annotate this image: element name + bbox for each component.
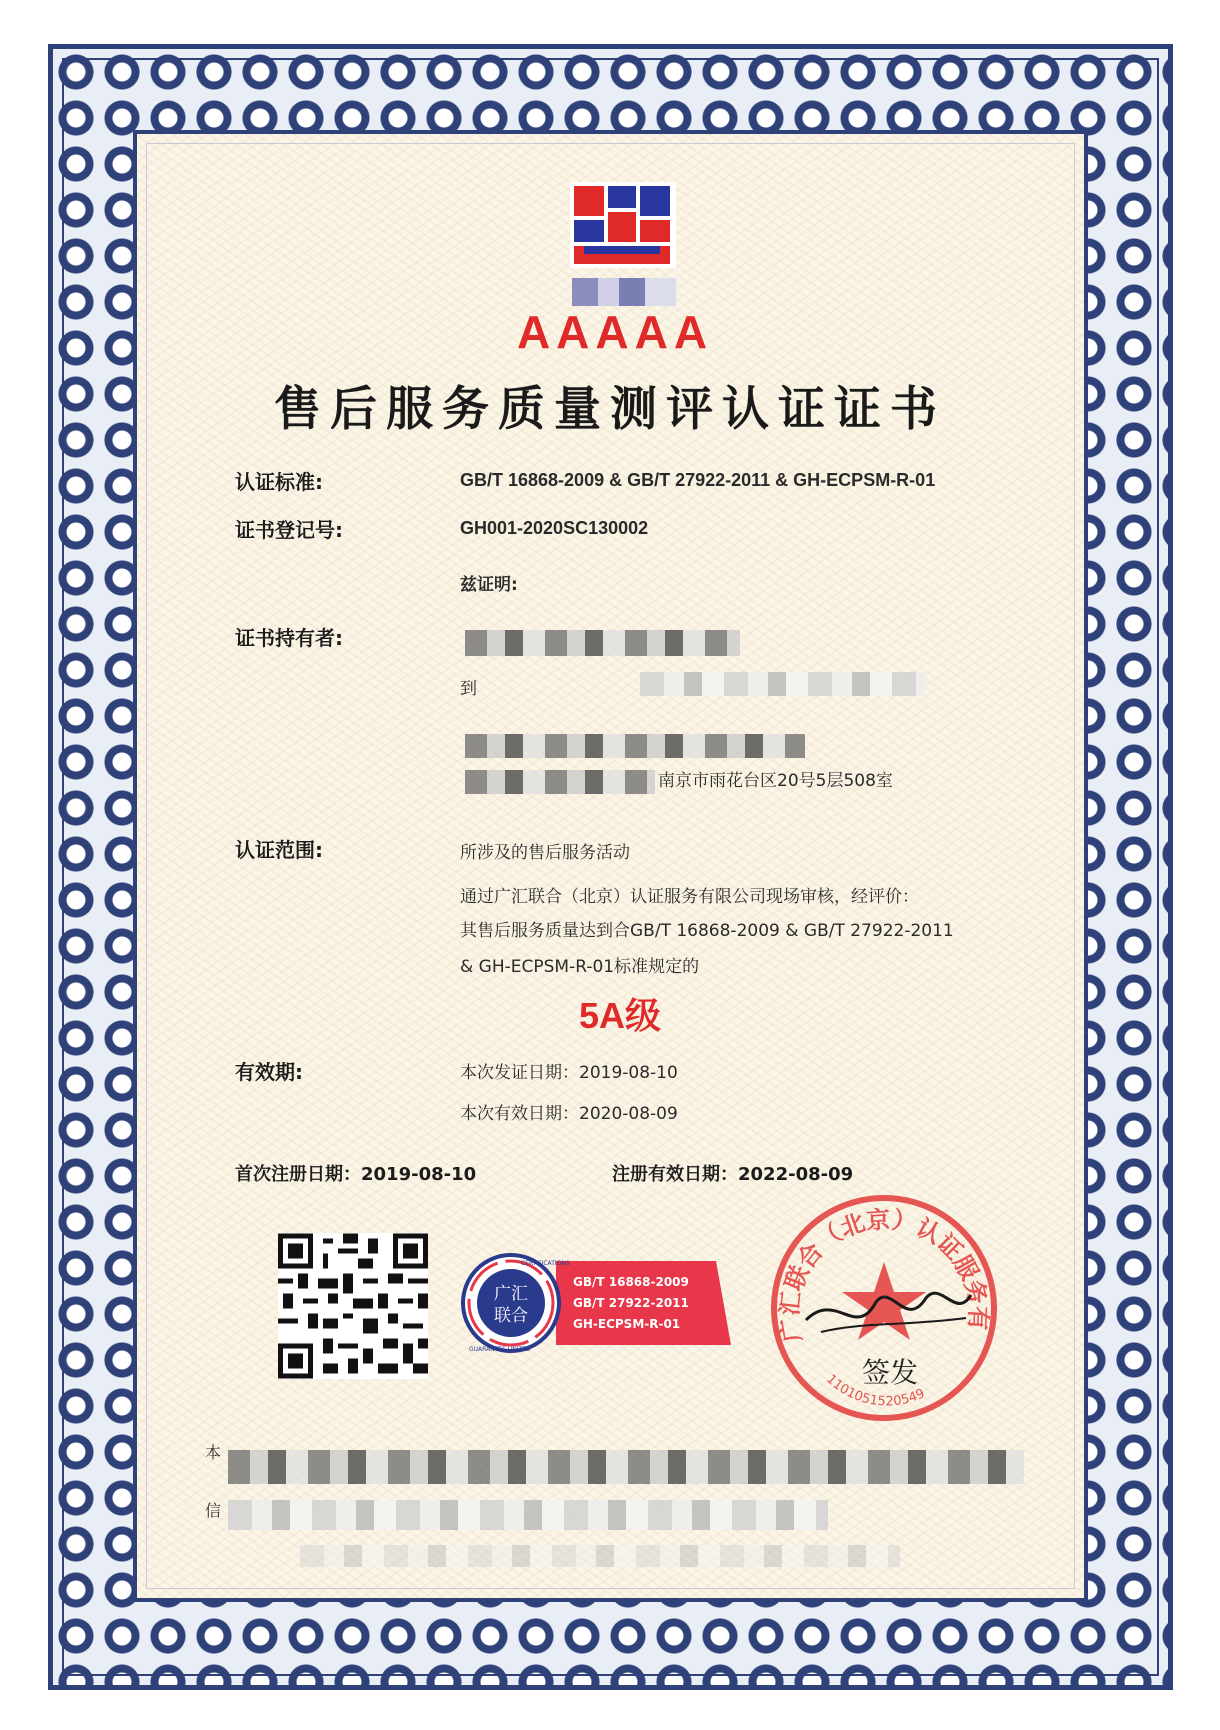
registration-value: GH001-2020SC130002 <box>460 518 649 538</box>
seal-number: 1101051520549 <box>823 1371 928 1410</box>
standard-label: 认证标准: <box>235 470 323 494</box>
holder-line3-blurred <box>465 734 805 758</box>
footer-line1-blurred <box>228 1450 1024 1484</box>
statement-line-2: 其售后服务质量达到合GB/T 16868-2009 & GB/T 27922-2011 <box>460 921 954 941</box>
logo-caption-blurred <box>572 278 676 306</box>
badge-org-2: 联合 <box>494 1306 528 1326</box>
grade-level: 5A级 <box>578 995 662 1036</box>
statement-line-3: & GH-ECPSM-R-01标准规定的 <box>460 957 700 977</box>
holder-line2-char: 到 <box>460 679 477 699</box>
badge-std-1: GB/T 16868-2009 <box>573 1275 689 1289</box>
holder-name-blurred <box>465 630 740 656</box>
badge-ring-left: GUARANTEE UNITED <box>469 1346 531 1353</box>
seal-text: 广汇联合（北京）认证服务有 <box>775 1205 993 1345</box>
footer-char-1: 本 <box>205 1443 222 1462</box>
holder-address: 南京市雨花台区20号5层508室 <box>658 771 893 791</box>
first-registration-date: 首次注册日期：2019-08-10 <box>235 1164 477 1185</box>
standard-value: GB/T 16868-2009 & GB/T 27922-2011 & GH-ECPSM-R-01 <box>460 470 936 490</box>
badge-org-1: 广汇 <box>494 1284 528 1304</box>
holder-line2-blurred <box>640 672 925 696</box>
issue-date: 本次发证日期：2019-08-10 <box>460 1063 678 1083</box>
registration-label: 证书登记号: <box>235 518 343 542</box>
statement-line-1: 通过广汇联合（北京）认证服务有限公司现场审核，经评价： <box>460 887 919 907</box>
badge-std-3: GH-ECPSM-R-01 <box>573 1317 681 1331</box>
certificate-title: 售后服务质量测评认证证书 <box>274 382 946 437</box>
footer-line2-blurred <box>228 1500 828 1530</box>
holder-addr-blurred <box>465 770 655 794</box>
holder-label: 证书持有者: <box>235 626 343 650</box>
registration-valid-date: 注册有效日期：2022-08-09 <box>612 1164 854 1185</box>
badge-ring-right: CERTIFICATIONS <box>521 1260 570 1267</box>
scope-value: 所涉及的售后服务活动 <box>460 843 630 863</box>
hereby-text: 兹证明: <box>460 575 518 595</box>
validity-label: 有效期: <box>235 1060 303 1084</box>
scope-label: 认证范围: <box>235 838 323 862</box>
footer-char-2: 信 <box>205 1501 222 1520</box>
certification-badge <box>461 1253 731 1353</box>
issued-by-text: 签发 <box>861 1356 918 1389</box>
footer-line3-blurred <box>300 1545 900 1567</box>
qr-code <box>278 1233 428 1379</box>
grade-letters: AAAAA <box>516 306 714 358</box>
badge-std-2: GB/T 27922-2011 <box>573 1296 689 1310</box>
certification-logo <box>570 182 676 268</box>
expiry-date: 本次有效日期：2020-08-09 <box>460 1104 678 1124</box>
